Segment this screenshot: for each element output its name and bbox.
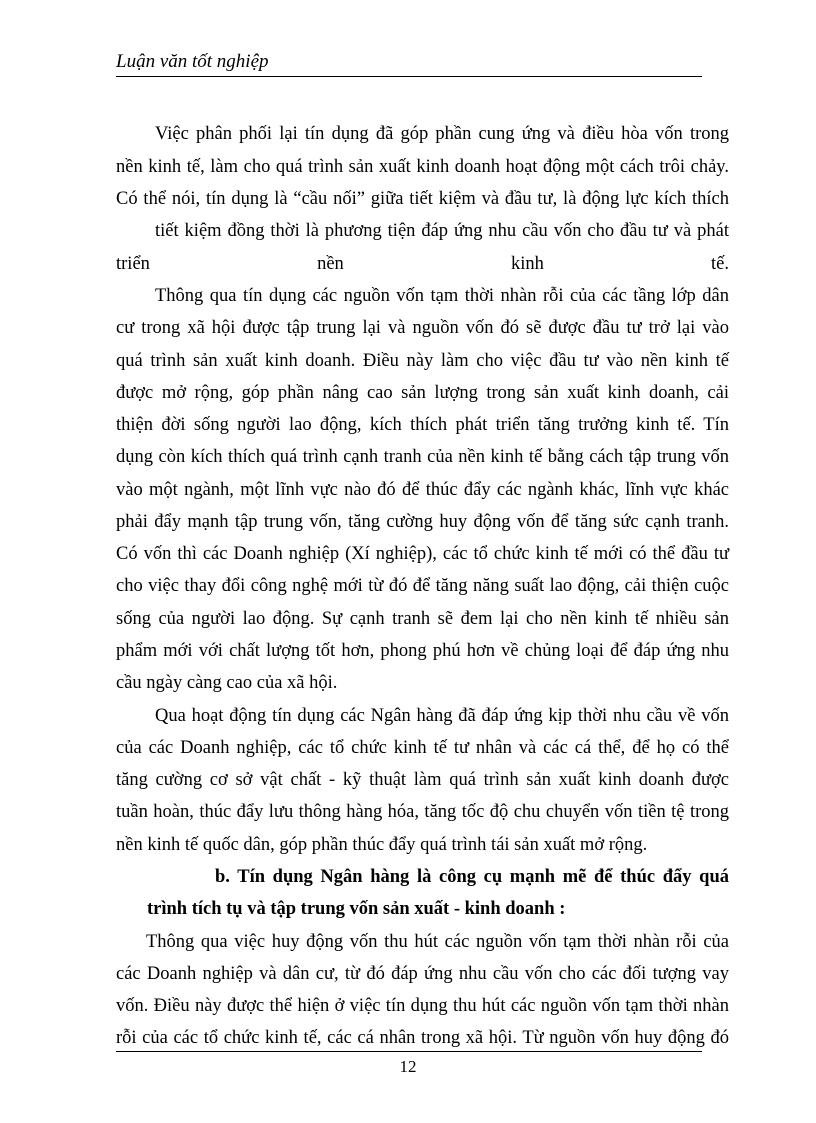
text-line: phải đẩy mạnh tập trung vốn, tăng cường huy động vốn để tăng sức cạnh tranh.	[116, 512, 729, 532]
text-line: cầu ngày càng cao của xã hội.	[116, 673, 338, 693]
footer-rule	[116, 1051, 702, 1052]
text-line: của các Doanh nghiệp, các tổ chức kinh tế tư nhân và các cá thể, để họ có thể	[116, 738, 729, 758]
page-number: 12	[399, 1057, 417, 1076]
text-line: vốn. Điều này được thể hiện ở việc tín dụng thu hút các nguồn vốn tạm thời nhàn	[116, 996, 729, 1016]
text-line: quá trình sản xuất kinh doanh. Điều này làm cho việc đầu tư vào nền kinh tế	[116, 351, 729, 371]
text-line: Có thể nói, tín dụng là “cầu nối” giữa tiết kiệm và đầu tư, là động lực kích thích	[116, 189, 729, 209]
text-line: tăng cường cơ sở vật chất - kỹ thuật làm quá trình sản xuất kinh doanh được	[116, 770, 729, 790]
text-line: được mở rộng, góp phần nâng cao sản lượng trong sản xuất kinh doanh, cải	[116, 383, 729, 403]
text-line: các Doanh nghiệp và dân cư, từ đó đáp ứng nhu cầu vốn cho các đối tượng vay	[116, 964, 729, 984]
text-line: phẩm mới với chất lượng tốt hơn, phong phú hơn về chủng loại để đáp ứng nhu	[116, 641, 729, 661]
text-line: nền kinh tế, làm cho quá trình sản xuất kinh doanh hoạt động một cách trôi chảy.	[116, 157, 729, 177]
text-line: Thông qua việc huy động vốn thu hút các nguồn vốn tạm thời nhàn rỗi của	[146, 932, 729, 952]
text-line: vào một ngành, một lĩnh vực nào đó để thúc đẩy các ngành khác, lĩnh vực khác	[116, 480, 729, 500]
text-line: triển nền kinh tế.	[116, 254, 729, 274]
text-line: tuần hoàn, thúc đẩy lưu thông hàng hóa, tăng tốc độ chu chuyển vốn tiền tệ trong	[116, 802, 729, 822]
running-header	[116, 50, 702, 77]
text-line: cho việc thay đổi công nghệ mới từ đó để tăng năng suất lao động, cải thiện cuộc	[116, 576, 729, 596]
text-line: Thông qua tín dụng các nguồn vốn tạm thời nhàn rỗi của các tầng lớp dân	[155, 286, 729, 306]
text-line: Qua hoạt động tín dụng các Ngân hàng đã đáp ứng kịp thời nhu cầu về vốn	[155, 706, 729, 726]
text-line: dụng còn kích thích quá trình cạnh tranh của nền kinh tế bằng cách tập trung vốn	[116, 447, 729, 467]
text-line: nền kinh tế quốc dân, góp phần thúc đẩy quá trình tái sản xuất mở rộng.	[116, 835, 648, 855]
text-line: sống của người lao động. Sự cạnh tranh sẽ đem lại cho nền kinh tế nhiều sản	[116, 609, 729, 629]
section-heading-line: b. Tín dụng Ngân hàng là công cụ mạnh mẽ để thúc đẩy quá	[215, 867, 729, 887]
header-title: Luận văn tốt nghiệp	[116, 51, 269, 72]
section-heading-line: trình tích tụ và tập trung vốn sản xuất - kinh doanh :	[147, 899, 566, 919]
text-line: tiết kiệm đồng thời là phương tiện đáp ứng nhu cầu vốn cho đầu tư và phát	[155, 221, 729, 241]
text-line: Có vốn thì các Doanh nghiệp (Xí nghiệp), các tổ chức kinh tế mới có thể đầu tư	[116, 544, 729, 564]
text-line: rỗi của các tổ chức kinh tế, các cá nhân trong xã hội. Từ nguồn vốn huy động đó	[116, 1028, 729, 1048]
text-line: Việc phân phối lại tín dụng đã góp phần cung ứng và điều hòa vốn trong	[155, 124, 729, 144]
text-line: thiện đời sống người lao động, kích thích phát triển tăng trưởng kinh tế. Tín	[116, 415, 729, 435]
text-line: cư trong xã hội được tập trung lại và nguồn vốn đó sẽ được đầu tư trở lại vào	[116, 318, 729, 338]
